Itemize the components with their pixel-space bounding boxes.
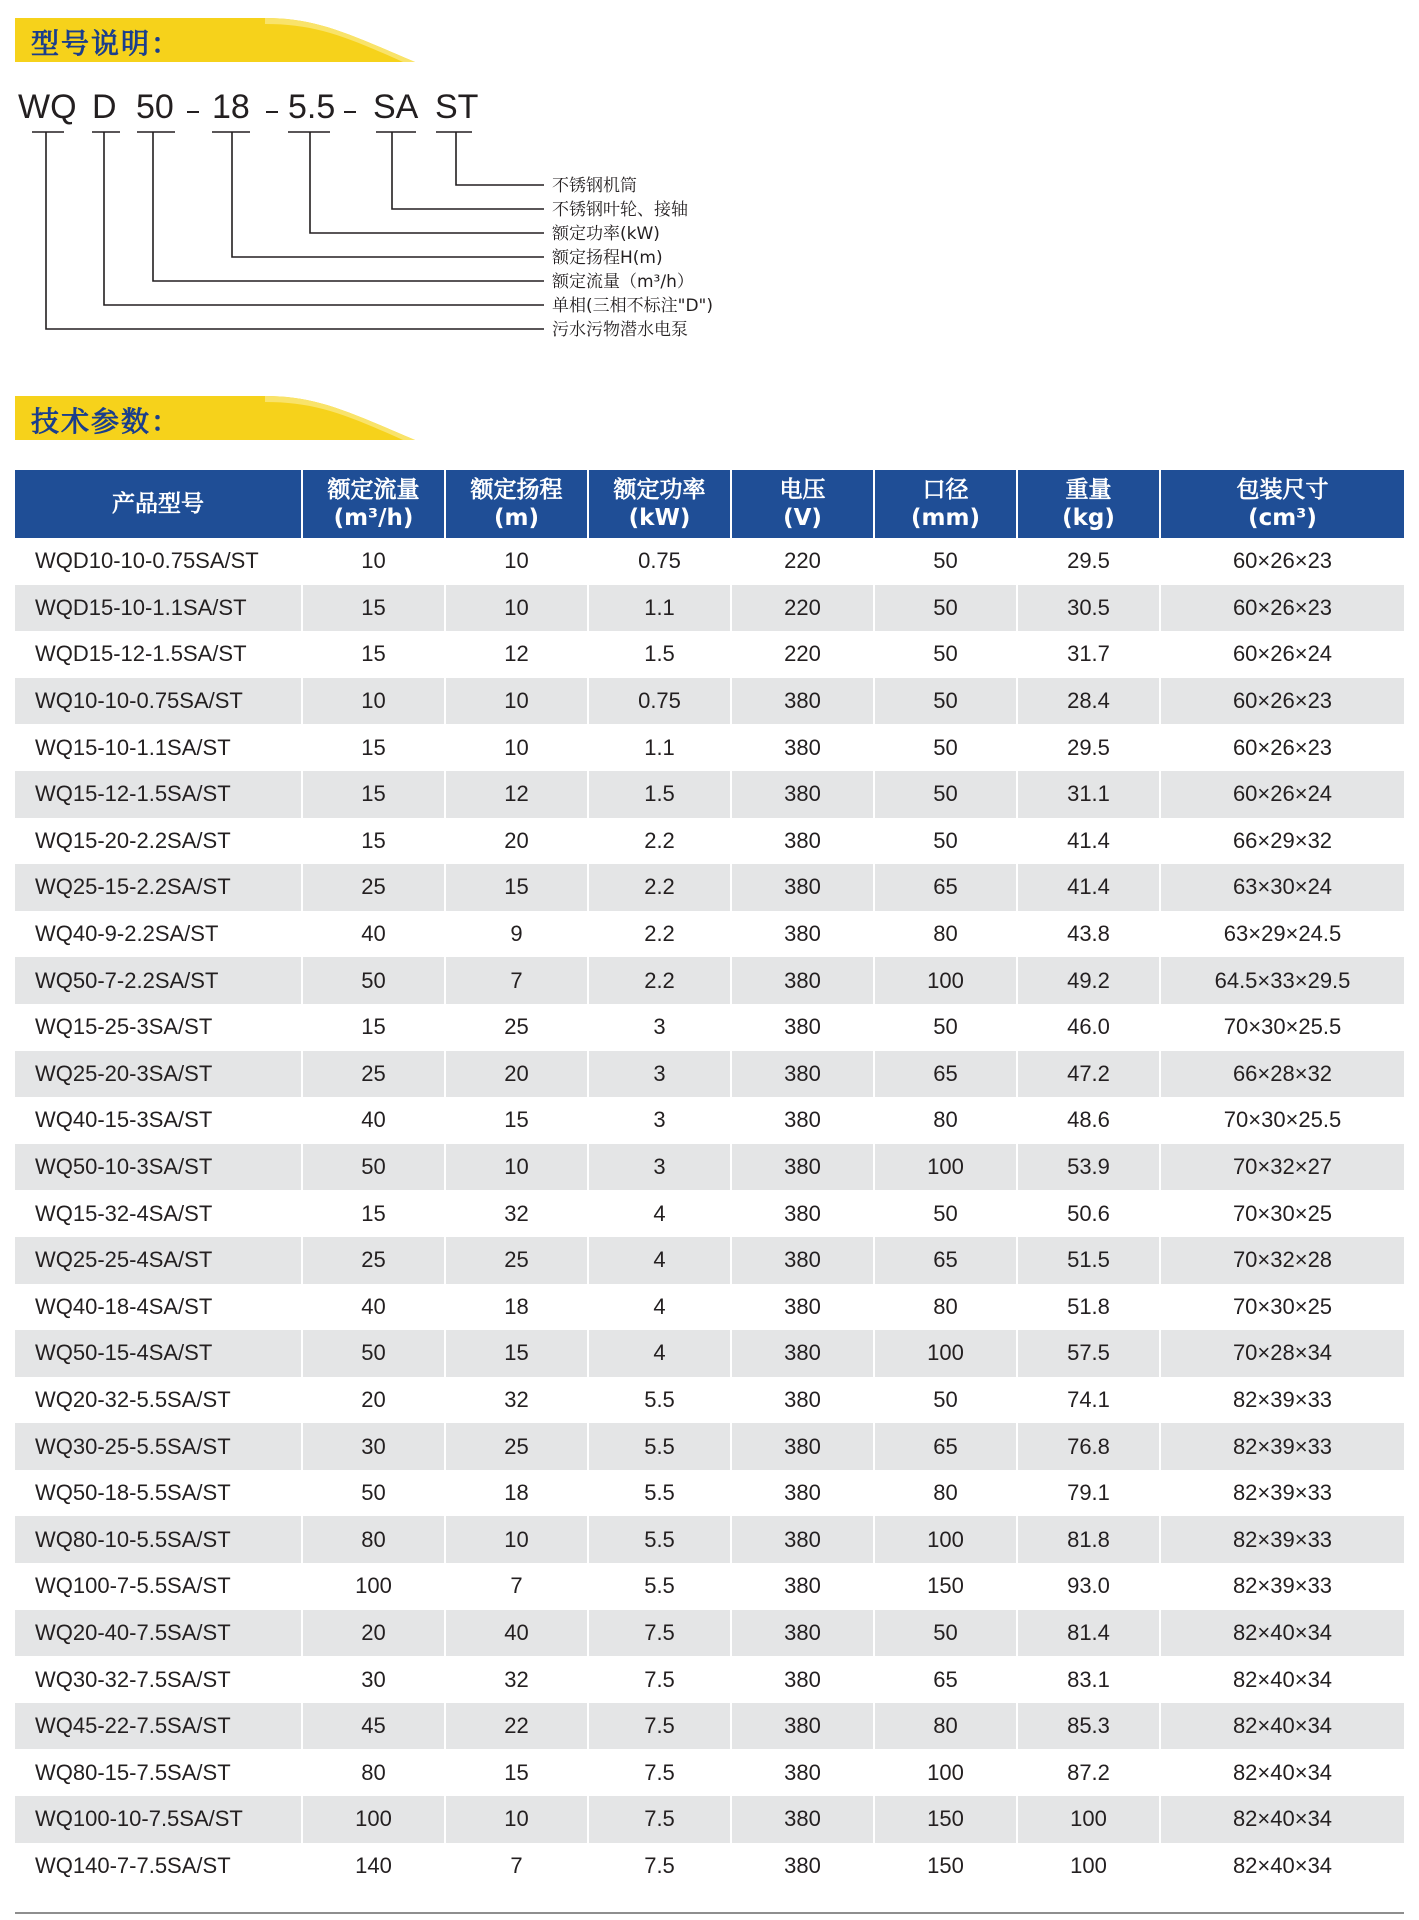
cell-head: 12 <box>445 631 588 678</box>
cell-diameter: 65 <box>874 1423 1017 1470</box>
cell-diameter: 80 <box>874 1097 1017 1144</box>
cell-weight: 31.1 <box>1017 771 1160 818</box>
cell-power: 0.75 <box>588 538 731 585</box>
cell-voltage: 380 <box>731 1610 874 1657</box>
cell-voltage: 380 <box>731 911 874 958</box>
cell-flow: 40 <box>302 911 445 958</box>
cell-weight: 87.2 <box>1017 1749 1160 1796</box>
cell-package-size: 82×40×34 <box>1160 1796 1404 1843</box>
cell-voltage: 380 <box>731 771 874 818</box>
cell-head: 15 <box>445 1330 588 1377</box>
cell-voltage: 220 <box>731 585 874 632</box>
table-row <box>15 678 1404 725</box>
model-part-sa: SA <box>373 88 419 126</box>
cell-diameter: 150 <box>874 1563 1017 1610</box>
table-row <box>15 1796 1404 1843</box>
cell-weight: 48.6 <box>1017 1097 1160 1144</box>
connector-5-5 <box>288 132 544 233</box>
header-power: 额定功率 (kW) <box>588 470 731 538</box>
table-row <box>15 585 1404 632</box>
cell-diameter: 100 <box>874 1516 1017 1563</box>
cell-voltage: 380 <box>731 864 874 911</box>
cell-flow: 20 <box>302 1377 445 1424</box>
cell-flow: 25 <box>302 1051 445 1098</box>
legend-head: 额定扬程H(m) <box>552 248 663 268</box>
cell-voltage: 380 <box>731 1470 874 1517</box>
cell-flow: 15 <box>302 818 445 865</box>
cell-voltage: 220 <box>731 631 874 678</box>
cell-power: 3 <box>588 1144 731 1191</box>
cell-voltage: 380 <box>731 1563 874 1610</box>
section-title-model: 型号说明： <box>31 27 182 60</box>
legend-pump-type: 污水污物潜水电泵 <box>552 320 688 340</box>
cell-model: WQD15-10-1.1SA/ST <box>15 585 302 632</box>
cell-voltage: 380 <box>731 818 874 865</box>
cell-head: 7 <box>445 957 588 1004</box>
cell-package-size: 70×30×25.5 <box>1160 1004 1404 1051</box>
cell-flow: 20 <box>302 1610 445 1657</box>
cell-package-size: 82×40×34 <box>1160 1843 1404 1890</box>
cell-weight: 30.5 <box>1017 585 1160 632</box>
cell-model: WQ40-9-2.2SA/ST <box>15 911 302 958</box>
cell-flow: 50 <box>302 957 445 1004</box>
cell-power: 4 <box>588 1330 731 1377</box>
header-weight: 重量 (kg) <box>1017 470 1160 538</box>
cell-diameter: 50 <box>874 771 1017 818</box>
cell-flow: 80 <box>302 1516 445 1563</box>
cell-head: 10 <box>445 1796 588 1843</box>
cell-model: WQ140-7-7.5SA/ST <box>15 1843 302 1890</box>
cell-package-size: 82×39×33 <box>1160 1516 1404 1563</box>
cell-package-size: 66×29×32 <box>1160 818 1404 865</box>
connector-st <box>436 132 544 185</box>
cell-flow: 50 <box>302 1330 445 1377</box>
cell-voltage: 380 <box>731 1749 874 1796</box>
cell-power: 2.2 <box>588 864 731 911</box>
cell-diameter: 100 <box>874 1330 1017 1377</box>
cell-power: 7.5 <box>588 1843 731 1890</box>
cell-weight: 85.3 <box>1017 1703 1160 1750</box>
cell-voltage: 380 <box>731 1516 874 1563</box>
cell-model: WQ15-32-4SA/ST <box>15 1190 302 1237</box>
cell-flow: 45 <box>302 1703 445 1750</box>
cell-flow: 100 <box>302 1563 445 1610</box>
table-row <box>15 1843 1404 1890</box>
cell-power: 1.5 <box>588 631 731 678</box>
cell-weight: 29.5 <box>1017 538 1160 585</box>
cell-model: WQ25-25-4SA/ST <box>15 1237 302 1284</box>
cell-power: 5.5 <box>588 1470 731 1517</box>
cell-head: 15 <box>445 1097 588 1144</box>
cell-flow: 15 <box>302 1004 445 1051</box>
table-row <box>15 1051 1404 1098</box>
cell-diameter: 65 <box>874 1051 1017 1098</box>
model-part-d: D <box>92 88 117 126</box>
cell-head: 7 <box>445 1843 588 1890</box>
cell-diameter: 50 <box>874 1610 1017 1657</box>
cell-power: 4 <box>588 1284 731 1331</box>
model-part-st: ST <box>435 88 479 126</box>
cell-voltage: 380 <box>731 1330 874 1377</box>
connector-d <box>92 132 544 305</box>
cell-diameter: 50 <box>874 631 1017 678</box>
cell-voltage: 380 <box>731 1004 874 1051</box>
cell-flow: 25 <box>302 864 445 911</box>
cell-power: 5.5 <box>588 1423 731 1470</box>
cell-weight: 31.7 <box>1017 631 1160 678</box>
cell-head: 18 <box>445 1284 588 1331</box>
cell-model: WQ30-25-5.5SA/ST <box>15 1423 302 1470</box>
cell-weight: 43.8 <box>1017 911 1160 958</box>
table-row <box>15 1237 1404 1284</box>
cell-flow: 15 <box>302 724 445 771</box>
cell-weight: 100 <box>1017 1796 1160 1843</box>
cell-package-size: 60×26×24 <box>1160 771 1404 818</box>
cell-weight: 81.4 <box>1017 1610 1160 1657</box>
cell-diameter: 100 <box>874 957 1017 1004</box>
cell-voltage: 380 <box>731 724 874 771</box>
cell-flow: 15 <box>302 631 445 678</box>
cell-model: WQ50-10-3SA/ST <box>15 1144 302 1191</box>
cell-weight: 46.0 <box>1017 1004 1160 1051</box>
cell-package-size: 60×26×23 <box>1160 538 1404 585</box>
cell-model: WQD15-12-1.5SA/ST <box>15 631 302 678</box>
cell-head: 10 <box>445 724 588 771</box>
cell-model: WQ80-10-5.5SA/ST <box>15 1516 302 1563</box>
cell-voltage: 380 <box>731 1656 874 1703</box>
cell-voltage: 380 <box>731 1703 874 1750</box>
cell-voltage: 380 <box>731 1051 874 1098</box>
cell-power: 5.5 <box>588 1377 731 1424</box>
cell-model: WQ100-10-7.5SA/ST <box>15 1796 302 1843</box>
cell-model: WQ45-22-7.5SA/ST <box>15 1703 302 1750</box>
cell-package-size: 60×26×23 <box>1160 724 1404 771</box>
cell-voltage: 220 <box>731 538 874 585</box>
cell-power: 1.1 <box>588 724 731 771</box>
cell-weight: 50.6 <box>1017 1190 1160 1237</box>
header-package-size: 包装尺寸 (cm³) <box>1160 470 1404 538</box>
cell-model: WQ30-32-7.5SA/ST <box>15 1656 302 1703</box>
table-row <box>15 1516 1404 1563</box>
table-row <box>15 1190 1404 1237</box>
cell-head: 12 <box>445 771 588 818</box>
cell-flow: 40 <box>302 1097 445 1144</box>
cell-flow: 30 <box>302 1656 445 1703</box>
cell-model: WQ10-10-0.75SA/ST <box>15 678 302 725</box>
table-row <box>15 1470 1404 1517</box>
cell-power: 2.2 <box>588 818 731 865</box>
cell-diameter: 50 <box>874 1377 1017 1424</box>
cell-package-size: 60×26×24 <box>1160 631 1404 678</box>
cell-voltage: 380 <box>731 1796 874 1843</box>
model-part-50: 50 <box>136 88 174 126</box>
cell-weight: 51.8 <box>1017 1284 1160 1331</box>
cell-flow: 80 <box>302 1749 445 1796</box>
cell-head: 32 <box>445 1377 588 1424</box>
cell-voltage: 380 <box>731 957 874 1004</box>
cell-head: 10 <box>445 678 588 725</box>
table-row <box>15 1423 1404 1470</box>
cell-model: WQ15-10-1.1SA/ST <box>15 724 302 771</box>
table-row <box>15 771 1404 818</box>
table-row <box>15 1284 1404 1331</box>
cell-model: WQ20-32-5.5SA/ST <box>15 1377 302 1424</box>
cell-head: 10 <box>445 1144 588 1191</box>
cell-weight: 47.2 <box>1017 1051 1160 1098</box>
cell-package-size: 70×30×25.5 <box>1160 1097 1404 1144</box>
cell-package-size: 63×29×24.5 <box>1160 911 1404 958</box>
cell-diameter: 80 <box>874 1470 1017 1517</box>
cell-model: WQ25-15-2.2SA/ST <box>15 864 302 911</box>
connector-sa <box>376 132 544 209</box>
cell-power: 2.2 <box>588 911 731 958</box>
cell-model: WQ50-7-2.2SA/ST <box>15 957 302 1004</box>
cell-weight: 51.5 <box>1017 1237 1160 1284</box>
cell-power: 4 <box>588 1190 731 1237</box>
cell-package-size: 63×30×24 <box>1160 864 1404 911</box>
cell-package-size: 60×26×23 <box>1160 585 1404 632</box>
cell-power: 1.5 <box>588 771 731 818</box>
cell-head: 10 <box>445 585 588 632</box>
cell-flow: 10 <box>302 678 445 725</box>
model-part-wq: WQ <box>18 88 77 126</box>
cell-package-size: 82×39×33 <box>1160 1423 1404 1470</box>
table-row <box>15 1610 1404 1657</box>
table-row <box>15 911 1404 958</box>
cell-head: 32 <box>445 1656 588 1703</box>
cell-package-size: 82×39×33 <box>1160 1377 1404 1424</box>
cell-head: 40 <box>445 1610 588 1657</box>
cell-model: WQ50-15-4SA/ST <box>15 1330 302 1377</box>
cell-model: WQ50-18-5.5SA/ST <box>15 1470 302 1517</box>
header-head: 额定扬程 (m) <box>445 470 588 538</box>
cell-voltage: 380 <box>731 1190 874 1237</box>
cell-package-size: 66×28×32 <box>1160 1051 1404 1098</box>
cell-head: 20 <box>445 1051 588 1098</box>
cell-diameter: 50 <box>874 585 1017 632</box>
cell-model: WQ100-7-5.5SA/ST <box>15 1563 302 1610</box>
table-row <box>15 864 1404 911</box>
legend-st: 不锈钢机筒 <box>552 176 637 196</box>
section-title-specs: 技术参数： <box>31 405 182 438</box>
cell-package-size: 64.5×33×29.5 <box>1160 957 1404 1004</box>
cell-power: 5.5 <box>588 1516 731 1563</box>
cell-weight: 29.5 <box>1017 724 1160 771</box>
cell-power: 7.5 <box>588 1749 731 1796</box>
cell-head: 25 <box>445 1423 588 1470</box>
cell-weight: 81.8 <box>1017 1516 1160 1563</box>
table-row <box>15 1703 1404 1750</box>
cell-head: 15 <box>445 1749 588 1796</box>
table-row <box>15 1656 1404 1703</box>
model-part-5-5: 5.5 <box>288 88 336 126</box>
cell-head: 25 <box>445 1237 588 1284</box>
model-part-18: 18 <box>212 88 250 126</box>
cell-diameter: 50 <box>874 724 1017 771</box>
connector-50 <box>137 132 544 281</box>
cell-voltage: 380 <box>731 1843 874 1890</box>
cell-package-size: 60×26×23 <box>1160 678 1404 725</box>
cell-head: 7 <box>445 1563 588 1610</box>
cell-power: 7.5 <box>588 1796 731 1843</box>
legend-flow: 额定流量（m³/h） <box>552 272 694 292</box>
cell-package-size: 70×30×25 <box>1160 1284 1404 1331</box>
cell-head: 32 <box>445 1190 588 1237</box>
cell-weight: 28.4 <box>1017 678 1160 725</box>
cell-flow: 15 <box>302 1190 445 1237</box>
cell-voltage: 380 <box>731 1144 874 1191</box>
cell-model: WQ15-25-3SA/ST <box>15 1004 302 1051</box>
table-row <box>15 724 1404 771</box>
cell-flow: 30 <box>302 1423 445 1470</box>
cell-voltage: 380 <box>731 1284 874 1331</box>
cell-package-size: 70×32×27 <box>1160 1144 1404 1191</box>
cell-model: WQ40-18-4SA/ST <box>15 1284 302 1331</box>
table-header-row <box>15 470 1404 538</box>
legend-single-phase: 单相(三相不标注"D") <box>552 296 713 316</box>
cell-power: 3 <box>588 1004 731 1051</box>
cell-head: 9 <box>445 911 588 958</box>
cell-flow: 140 <box>302 1843 445 1890</box>
header-flow: 额定流量 (m³/h) <box>302 470 445 538</box>
cell-package-size: 70×28×34 <box>1160 1330 1404 1377</box>
cell-diameter: 80 <box>874 911 1017 958</box>
cell-weight: 57.5 <box>1017 1330 1160 1377</box>
cell-head: 15 <box>445 864 588 911</box>
cell-diameter: 50 <box>874 678 1017 725</box>
cell-power: 3 <box>588 1051 731 1098</box>
cell-package-size: 82×40×34 <box>1160 1703 1404 1750</box>
cell-diameter: 50 <box>874 1004 1017 1051</box>
table-row <box>15 1330 1404 1377</box>
cell-flow: 100 <box>302 1796 445 1843</box>
cell-weight: 76.8 <box>1017 1423 1160 1470</box>
legend-sa: 不锈钢叶轮、接轴 <box>552 200 688 220</box>
cell-voltage: 380 <box>731 1237 874 1284</box>
cell-flow: 40 <box>302 1284 445 1331</box>
legend-power: 额定功率(kW) <box>552 224 660 244</box>
cell-head: 22 <box>445 1703 588 1750</box>
table-row <box>15 1144 1404 1191</box>
cell-power: 1.1 <box>588 585 731 632</box>
spec-table <box>15 470 1404 1889</box>
cell-model: WQ25-20-3SA/ST <box>15 1051 302 1098</box>
cell-voltage: 380 <box>731 678 874 725</box>
cell-diameter: 65 <box>874 1237 1017 1284</box>
cell-flow: 50 <box>302 1144 445 1191</box>
cell-diameter: 100 <box>874 1144 1017 1191</box>
header-diameter: 口径 (mm) <box>874 470 1017 538</box>
table-row <box>15 957 1404 1004</box>
cell-diameter: 50 <box>874 1190 1017 1237</box>
cell-package-size: 82×40×34 <box>1160 1656 1404 1703</box>
table-row <box>15 538 1404 585</box>
table-row <box>15 1004 1404 1051</box>
cell-diameter: 150 <box>874 1843 1017 1890</box>
cell-voltage: 380 <box>731 1097 874 1144</box>
header-model: 产品型号 <box>15 470 302 538</box>
cell-power: 7.5 <box>588 1656 731 1703</box>
cell-model: WQ20-40-7.5SA/ST <box>15 1610 302 1657</box>
cell-diameter: 100 <box>874 1749 1017 1796</box>
cell-power: 7.5 <box>588 1703 731 1750</box>
section-banner-specs <box>15 392 425 444</box>
cell-power: 3 <box>588 1097 731 1144</box>
cell-weight: 41.4 <box>1017 818 1160 865</box>
header-voltage: 电压 (V) <box>731 470 874 538</box>
cell-package-size: 82×40×34 <box>1160 1610 1404 1657</box>
cell-weight: 100 <box>1017 1843 1160 1890</box>
connector-wq <box>32 132 544 329</box>
cell-diameter: 50 <box>874 818 1017 865</box>
table-row <box>15 1749 1404 1796</box>
cell-power: 0.75 <box>588 678 731 725</box>
cell-weight: 79.1 <box>1017 1470 1160 1517</box>
table-bottom-rule <box>15 1912 1404 1914</box>
cell-voltage: 380 <box>731 1423 874 1470</box>
cell-weight: 74.1 <box>1017 1377 1160 1424</box>
cell-package-size: 82×40×34 <box>1160 1749 1404 1796</box>
cell-model: WQ40-15-3SA/ST <box>15 1097 302 1144</box>
cell-model: WQ15-12-1.5SA/ST <box>15 771 302 818</box>
cell-power: 2.2 <box>588 957 731 1004</box>
cell-diameter: 80 <box>874 1703 1017 1750</box>
cell-diameter: 65 <box>874 864 1017 911</box>
cell-diameter: 150 <box>874 1796 1017 1843</box>
cell-weight: 93.0 <box>1017 1563 1160 1610</box>
table-row <box>15 1563 1404 1610</box>
cell-flow: 15 <box>302 771 445 818</box>
cell-flow: 25 <box>302 1237 445 1284</box>
cell-power: 4 <box>588 1237 731 1284</box>
table-row <box>15 1377 1404 1424</box>
cell-head: 25 <box>445 1004 588 1051</box>
cell-weight: 41.4 <box>1017 864 1160 911</box>
cell-power: 7.5 <box>588 1610 731 1657</box>
cell-weight: 53.9 <box>1017 1144 1160 1191</box>
cell-model: WQ15-20-2.2SA/ST <box>15 818 302 865</box>
cell-power: 5.5 <box>588 1563 731 1610</box>
cell-package-size: 70×32×28 <box>1160 1237 1404 1284</box>
cell-model: WQ80-15-7.5SA/ST <box>15 1749 302 1796</box>
cell-head: 10 <box>445 538 588 585</box>
cell-head: 10 <box>445 1516 588 1563</box>
cell-diameter: 65 <box>874 1656 1017 1703</box>
table-row <box>15 1097 1404 1144</box>
connector-18 <box>212 132 544 257</box>
cell-model: WQD10-10-0.75SA/ST <box>15 538 302 585</box>
cell-package-size: 82×39×33 <box>1160 1563 1404 1610</box>
cell-flow: 10 <box>302 538 445 585</box>
table-row <box>15 818 1404 865</box>
cell-flow: 15 <box>302 585 445 632</box>
cell-flow: 50 <box>302 1470 445 1517</box>
cell-diameter: 80 <box>874 1284 1017 1331</box>
table-row <box>15 631 1404 678</box>
cell-head: 18 <box>445 1470 588 1517</box>
cell-weight: 83.1 <box>1017 1656 1160 1703</box>
cell-head: 20 <box>445 818 588 865</box>
cell-weight: 49.2 <box>1017 957 1160 1004</box>
cell-diameter: 50 <box>874 538 1017 585</box>
cell-voltage: 380 <box>731 1377 874 1424</box>
cell-package-size: 70×30×25 <box>1160 1190 1404 1237</box>
cell-package-size: 82×39×33 <box>1160 1470 1404 1517</box>
